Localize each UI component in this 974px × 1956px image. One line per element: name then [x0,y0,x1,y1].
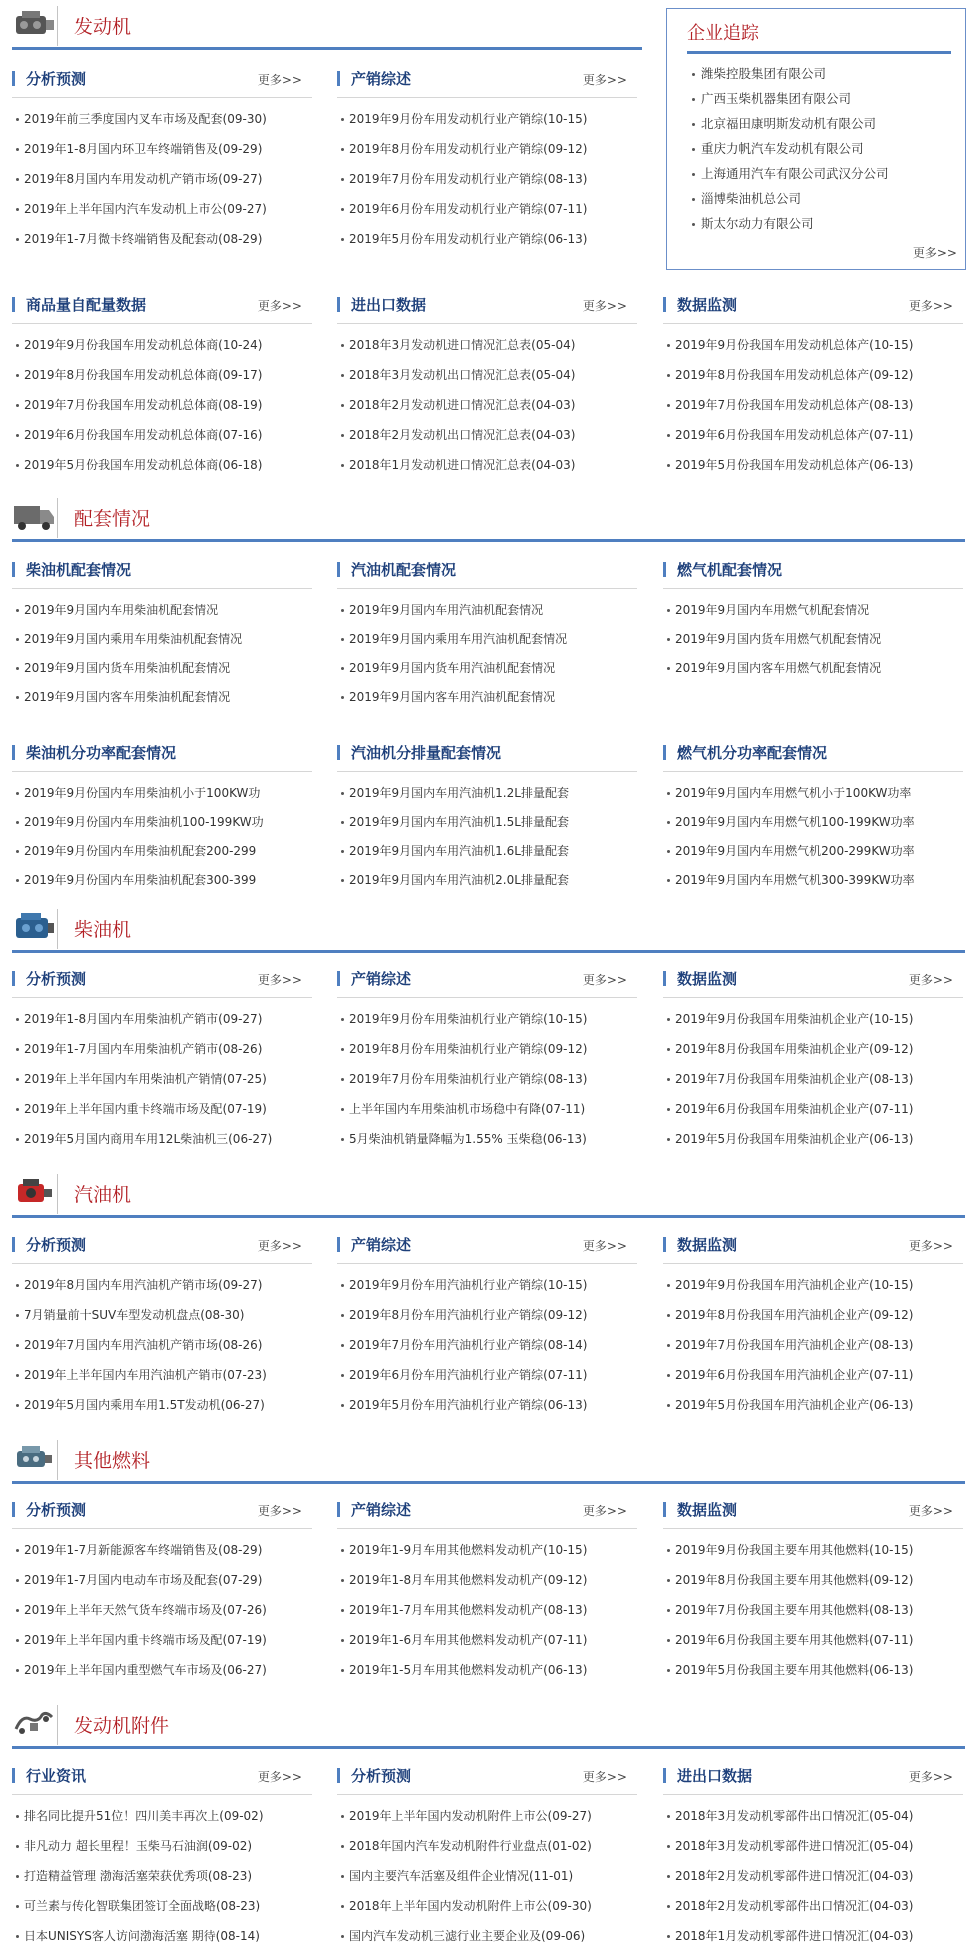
more-link[interactable]: 更多>> [912,246,957,260]
news-item[interactable]: 2018年2月发动机零部件出口情况汇(04-03) [663,1894,963,1924]
news-item[interactable]: 2019年8月份我国车用柴油机企业产(09-12) [663,1037,963,1067]
news-item[interactable]: 2019年6月份我国车用发动机总体产(07-11) [663,423,963,453]
news-list [337,98,637,257]
header-bar [663,1502,666,1517]
news-item[interactable]: 2019年1-7月新能源客车终端销售及(08-29) [12,1538,312,1568]
news-item[interactable]: 2019年6月份车用汽油机行业产销综(07-11) [337,1363,637,1393]
block-title[interactable]: 汽油机配套情况 [351,561,457,579]
block-header [12,288,312,324]
news-list [337,772,637,897]
company-item[interactable]: 潍柴控股集团有限公司 [691,64,889,89]
section-title-engine: 发动机 [74,16,132,38]
more-link[interactable]: 更多>> [257,1239,302,1253]
block-header [12,1493,312,1529]
news-item[interactable]: 2019年上半年国内重型燃气车市场及(06-27) [12,1658,312,1688]
news-item[interactable]: 5月柴油机销量降幅为1.55% 玉柴稳(06-13) [337,1127,637,1157]
parts-news-block [12,1759,312,1954]
diesel-monitor-block [663,962,963,1157]
news-item[interactable]: 2019年5月份我国车用发动机总体产(06-13) [663,453,963,483]
news-list [337,1264,637,1423]
news-item[interactable]: 2019年7月份我国主要车用其他燃料(08-13) [663,1598,963,1628]
news-item[interactable]: 国内主要汽车活塞及组件企业情况(11-01) [337,1864,637,1894]
news-item[interactable]: 非凡动力 超长里程！玉柴马石油润(09-02) [12,1834,312,1864]
more-link[interactable]: 更多>> [908,1770,953,1784]
gasoline-monitor-block [663,1228,963,1423]
news-item[interactable]: 2019年上半年国内重卡终端市场及配(07-19) [12,1097,312,1127]
header-bar [337,562,340,577]
block-header [337,1228,637,1264]
section-header-diesel [12,907,965,953]
news-item[interactable]: 可兰素与传化智联集团签订全面战略(08-23) [12,1894,312,1924]
header-bar [337,971,340,986]
news-item[interactable]: 2018年国内汽车发动机附件行业盘点(01-02) [337,1834,637,1864]
engine-monitor-block [663,288,963,483]
supply-gasoline-displacement-block [337,736,637,897]
news-item[interactable]: 2019年8月份车用发动机行业产销综(09-12) [337,137,637,167]
news-item[interactable]: 2019年9月份国内车用柴油机小于100KW功 [12,781,312,810]
block-title[interactable]: 产销综述 [351,70,412,88]
engine-import-export-block [337,288,637,483]
news-item[interactable]: 2019年9月国内客车用汽油机配套情况 [337,685,637,714]
block-title[interactable]: 产销综述 [351,970,412,988]
header-bar [12,297,15,312]
block-title[interactable]: 数据监测 [677,1501,738,1519]
news-item[interactable]: 2019年8月份车用汽油机行业产销综(09-12) [337,1303,637,1333]
engine-analysis-block [12,62,312,257]
block-title[interactable]: 进出口数据 [677,1767,753,1785]
news-item[interactable]: 2019年5月份我国车用发动机总体商(06-18) [12,453,312,483]
block-title[interactable]: 分析预测 [26,1501,87,1519]
news-item[interactable]: 2019年上半年天然气货车终端市场及(07-26) [12,1598,312,1628]
news-item[interactable]: 2019年6月份我国车用柴油机企业产(07-11) [663,1097,963,1127]
news-item[interactable]: 2019年7月份我国车用发动机总体产(08-13) [663,393,963,423]
other-fuel-engine-icon [12,1440,56,1476]
news-list [663,1529,963,1688]
news-item[interactable]: 2019年6月份我国主要车用其他燃料(07-11) [663,1628,963,1658]
news-item[interactable]: 2019年9月份车用柴油机行业产销综(10-15) [337,1007,637,1037]
news-item[interactable]: 2019年9月国内车用燃气机配套情况 [663,598,963,627]
header-bar [663,562,666,577]
news-list [663,772,963,897]
news-list [12,1529,312,1688]
news-item[interactable]: 2019年8月国内车用发动机产销市场(09-27) [12,167,312,197]
block-header [663,1493,963,1529]
parts-import-export-block [663,1759,963,1954]
news-item[interactable]: 2019年9月份我国主要车用其他燃料(10-15) [663,1538,963,1568]
section-title-supply: 配套情况 [74,508,151,530]
more-link[interactable]: 更多>> [582,1504,627,1518]
header-bar [663,297,666,312]
header-bar [337,1502,340,1517]
block-header [337,62,637,98]
news-list [337,1795,637,1954]
news-item[interactable]: 2019年5月份车用汽油机行业产销综(06-13) [337,1393,637,1423]
supply-gasoline-block [337,553,637,714]
section-title-gasoline: 汽油机 [74,1184,132,1206]
section-header-other-fuel [12,1438,965,1484]
more-link[interactable]: 更多>> [257,1504,302,1518]
news-item[interactable]: 2019年5月份我国主要车用其他燃料(06-13) [663,1658,963,1688]
header-bar [12,71,15,86]
news-list [663,589,963,685]
news-item[interactable]: 2019年前三季度国内叉车市场及配套(09-30) [12,107,312,137]
news-item[interactable]: 打造精益管理 渤海活塞荣获优秀项(08-23) [12,1864,312,1894]
gasoline-analysis-block [12,1228,312,1423]
news-list [12,1795,312,1954]
company-item[interactable]: 斯太尔动力有限公司 [691,214,889,239]
news-item[interactable]: 2019年9月份国内车用柴油机100-199KW功 [12,810,312,839]
news-item[interactable]: 2019年9月国内客车用燃气机配套情况 [663,656,963,685]
news-item[interactable]: 2019年5月份我国车用柴油机企业产(06-13) [663,1127,963,1157]
block-title[interactable]: 产销综述 [351,1501,412,1519]
news-item[interactable]: 2019年9月国内车用柴油机配套情况 [12,598,312,627]
company-list [691,64,889,239]
engine-parts-icon [12,1705,56,1741]
news-list [337,589,637,714]
block-header [663,288,963,324]
news-item[interactable]: 2018年1月发动机进口情况汇总表(04-03) [337,453,637,483]
news-list [12,1264,312,1423]
block-header [12,553,312,589]
news-item[interactable]: 2019年1-7月车用其他燃料发动机产(08-13) [337,1598,637,1628]
more-link[interactable]: 更多>> [908,1504,953,1518]
news-item[interactable]: 2019年上半年国内发动机附件上市公(09-27) [337,1804,637,1834]
header-bar [12,562,15,577]
engine-production-block [337,62,637,257]
company-item[interactable]: 淄博柴油机总公司 [691,189,889,214]
news-item[interactable]: 2019年9月国内货车用柴油机配套情况 [12,656,312,685]
news-item[interactable]: 2019年9月份车用汽油机行业产销综(10-15) [337,1273,637,1303]
news-list [337,1529,637,1688]
more-link[interactable]: 更多>> [582,973,627,987]
news-item[interactable]: 2019年5月份车用发动机行业产销综(06-13) [337,227,637,257]
company-tracking-box [666,8,966,270]
company-item[interactable]: 上海通用汽车有限公司武汉分公司 [691,164,889,189]
block-header [12,1759,312,1795]
news-item[interactable]: 2019年1-7月国内电动车市场及配套(07-29) [12,1568,312,1598]
supply-gas-block [663,553,963,685]
more-link[interactable]: 更多>> [582,299,627,313]
block-header [337,1493,637,1529]
news-item[interactable]: 排名同比提升51位！四川美丰再次上(09-02) [12,1804,312,1834]
news-item[interactable]: 2019年9月份我国车用发动机总体产(10-15) [663,333,963,363]
news-item[interactable]: 上半年国内车用柴油机市场稳中有降(07-11) [337,1097,637,1127]
news-item[interactable]: 2019年5月国内乘用车用1.5T发动机(06-27) [12,1393,312,1423]
more-link[interactable]: 更多>> [257,73,302,87]
parts-analysis-block [337,1759,637,1954]
company-tracking-title: 企业追踪 [687,23,759,44]
section-title-diesel: 柴油机 [74,919,132,941]
supply-diesel-power-block [12,736,312,897]
news-list [12,589,312,714]
other-monitor-block [663,1493,963,1688]
company-item[interactable]: 重庆力帆汽车发动机有限公司 [691,139,889,164]
block-title[interactable]: 燃气机分功率配套情况 [677,744,828,762]
engine-own-supply-block [12,288,312,483]
header-bar [663,1768,666,1783]
other-production-block [337,1493,637,1688]
block-title[interactable]: 分析预测 [351,1767,412,1785]
news-list [337,998,637,1157]
news-item[interactable]: 国内汽车发动机三滤行业主要企业及(09-06) [337,1924,637,1954]
news-list [12,324,312,483]
block-header [337,553,637,589]
block-header [12,62,312,98]
news-item[interactable]: 2019年9月国内乘用车用柴油机配套情况 [12,627,312,656]
block-header [663,962,963,998]
news-item[interactable]: 2019年9月份我国车用汽油机企业产(10-15) [663,1273,963,1303]
diesel-analysis-block [12,962,312,1157]
news-item[interactable]: 2019年7月份车用柴油机行业产销综(08-13) [337,1067,637,1097]
news-item[interactable]: 2019年9月份我国车用发动机总体商(10-24) [12,333,312,363]
news-item[interactable]: 2019年9月份国内车用柴油机配套200-299 [12,839,312,868]
news-item[interactable]: 2019年6月份车用发动机行业产销综(07-11) [337,197,637,227]
news-list [337,324,637,483]
block-title[interactable]: 柴油机分功率配套情况 [26,744,177,762]
block-title[interactable]: 数据监测 [677,970,738,988]
divider [687,51,951,54]
block-title[interactable]: 分析预测 [26,1236,87,1254]
news-item[interactable]: 2019年1-5月车用其他燃料发动机产(06-13) [337,1658,637,1688]
block-header [12,1228,312,1264]
news-item[interactable]: 2019年9月国内客车用柴油机配套情况 [12,685,312,714]
news-item[interactable]: 2019年1-6月车用其他燃料发动机产(07-11) [337,1628,637,1658]
news-item[interactable]: 2019年5月国内商用车用12L柴油机三(06-27) [12,1127,312,1157]
block-title[interactable]: 分析预测 [26,970,87,988]
news-item[interactable]: 2019年1-8月车用其他燃料发动机产(09-12) [337,1568,637,1598]
block-title[interactable]: 汽油机分排量配套情况 [351,744,502,762]
more-link[interactable]: 更多>> [582,73,627,87]
block-header [337,962,637,998]
block-title[interactable]: 数据监测 [677,1236,738,1254]
block-title[interactable]: 产销综述 [351,1236,412,1254]
truck-icon [12,498,56,534]
news-item[interactable]: 2018年3月发动机进口情况汇总表(05-04) [337,333,637,363]
header-bar [663,971,666,986]
more-link[interactable]: 更多>> [257,1770,302,1784]
news-item[interactable]: 2019年9月国内车用燃气机100-199KW功率 [663,810,963,839]
news-item[interactable]: 2019年1-9月车用其他燃料发动机产(10-15) [337,1538,637,1568]
header-bar [12,1768,15,1783]
news-item[interactable]: 2019年6月份我国车用发动机总体商(07-16) [12,423,312,453]
block-header [663,1228,963,1264]
gasoline-production-block [337,1228,637,1423]
news-item[interactable]: 2019年8月国内车用汽油机产销市场(09-27) [12,1273,312,1303]
header-bar [337,745,340,760]
news-item[interactable]: 2019年8月份我国车用发动机总体产(09-12) [663,363,963,393]
section-header-gasoline [12,1172,965,1218]
block-header [663,1759,963,1795]
news-item[interactable]: 2019年7月国内车用汽油机产销市场(08-26) [12,1333,312,1363]
news-item[interactable]: 2019年1-7月微卡终端销售及配套动(08-29) [12,227,312,257]
block-title[interactable]: 进出口数据 [351,296,427,314]
news-list [663,998,963,1157]
news-item[interactable]: 2018年1月发动机零部件进口情况汇(04-03) [663,1924,963,1954]
news-item[interactable]: 2019年7月份车用汽油机行业产销综(08-14) [337,1333,637,1363]
section-header-engine [12,4,642,50]
section-header-engine-parts [12,1703,965,1749]
more-link[interactable]: 更多>> [908,299,953,313]
block-header [12,962,312,998]
news-item[interactable]: 2019年5月份我国车用汽油机企业产(06-13) [663,1393,963,1423]
company-item[interactable]: 广西玉柴机器集团有限公司 [691,89,889,114]
block-title[interactable]: 燃气机配套情况 [677,561,783,579]
section-header-supply [12,496,965,542]
news-item[interactable]: 2019年上半年国内重卡终端市场及配(07-19) [12,1628,312,1658]
news-list [12,98,312,257]
block-title[interactable]: 数据监测 [677,296,738,314]
news-item[interactable]: 2019年上半年国内车用柴油机产销情(07-25) [12,1067,312,1097]
news-item[interactable]: 2018年2月发动机进口情况汇总表(04-03) [337,393,637,423]
news-item[interactable]: 2019年9月国内车用燃气机200-299KW功率 [663,839,963,868]
block-header [337,1759,637,1795]
news-item[interactable]: 2019年9月国内乘用车用汽油机配套情况 [337,627,637,656]
news-item[interactable]: 2019年7月份我国车用发动机总体商(08-19) [12,393,312,423]
news-list [12,998,312,1157]
news-item[interactable]: 2019年9月国内货车用汽油机配套情况 [337,656,637,685]
news-item[interactable]: 2019年8月份我国车用发动机总体商(09-17) [12,363,312,393]
block-title[interactable]: 行业资讯 [26,1767,87,1785]
news-list [663,324,963,483]
news-item[interactable]: 2019年1-7月国内车用柴油机产销市(08-26) [12,1037,312,1067]
more-link[interactable]: 更多>> [257,973,302,987]
more-link[interactable]: 更多>> [257,299,302,313]
news-item[interactable]: 2019年9月国内车用燃气机300-399KW功率 [663,868,963,897]
engine-icon [12,6,56,42]
more-link[interactable]: 更多>> [582,1239,627,1253]
news-item[interactable]: 2019年9月份车用发动机行业产销综(10-15) [337,107,637,137]
block-title[interactable]: 商品量自配量数据 [26,296,147,314]
block-header [337,288,637,324]
news-item[interactable]: 2019年1-8月国内车用柴油机产销市(09-27) [12,1007,312,1037]
news-item[interactable]: 2019年8月份我国主要车用其他燃料(09-12) [663,1568,963,1598]
block-header [663,553,963,589]
header-bar [12,1237,15,1252]
news-item[interactable]: 2019年9月国内车用汽油机2.0L排量配套 [337,868,637,897]
news-item[interactable]: 2019年9月份我国车用柴油机企业产(10-15) [663,1007,963,1037]
diesel-engine-icon [12,909,56,945]
news-item[interactable]: 2019年7月份车用发动机行业产销综(08-13) [337,167,637,197]
news-item[interactable]: 2018年上半年国内发动机附件上市公(09-30) [337,1894,637,1924]
news-item[interactable]: 2019年8月份车用柴油机行业产销综(09-12) [337,1037,637,1067]
news-item[interactable]: 2019年9月国内车用燃气机小于100KW功率 [663,781,963,810]
block-header [663,736,963,772]
news-item[interactable]: 2019年1-8月国内环卫车终端销售及(09-29) [12,137,312,167]
section-title-other-fuel: 其他燃料 [74,1450,151,1472]
news-list [663,1264,963,1423]
header-bar [337,1768,340,1783]
header-bar [12,971,15,986]
more-link[interactable]: 更多>> [582,1770,627,1784]
news-item[interactable]: 2018年3月发动机零部件出口情况汇(05-04) [663,1804,963,1834]
header-bar [337,1237,340,1252]
news-item[interactable]: 2018年2月发动机出口情况汇总表(04-03) [337,423,637,453]
block-header [12,736,312,772]
news-list [663,1795,963,1954]
news-item[interactable]: 2018年3月发动机出口情况汇总表(05-04) [337,363,637,393]
header-bar [337,297,340,312]
news-item[interactable]: 2019年9月国内车用汽油机配套情况 [337,598,637,627]
header-bar [663,745,666,760]
news-list [12,772,312,897]
header-bar [12,1502,15,1517]
news-item[interactable]: 2019年9月国内车用汽油机1.5L排量配套 [337,810,637,839]
news-item[interactable]: 2019年8月份我国车用汽油机企业产(09-12) [663,1303,963,1333]
supply-diesel-block [12,553,312,714]
supply-gas-power-block [663,736,963,897]
news-item[interactable]: 日本UNISYS客人访问渤海活塞 期待(08-14) [12,1924,312,1954]
news-item[interactable]: 2019年上半年国内车用汽油机产销市(07-23) [12,1363,312,1393]
other-analysis-block [12,1493,312,1688]
section-title-engine-parts: 发动机附件 [74,1715,170,1737]
news-item[interactable]: 2019年上半年国内汽车发动机上市公(09-27) [12,197,312,227]
more-link[interactable]: 更多>> [908,1239,953,1253]
news-item[interactable]: 2019年9月国内车用汽油机1.6L排量配套 [337,839,637,868]
block-title[interactable]: 分析预测 [26,70,87,88]
news-item[interactable]: 2019年9月国内货车用燃气机配套情况 [663,627,963,656]
block-header [337,736,637,772]
news-item[interactable]: 2019年9月份国内车用柴油机配套300-399 [12,868,312,897]
header-bar [337,71,340,86]
block-title[interactable]: 柴油机配套情况 [26,561,132,579]
more-link[interactable]: 更多>> [908,973,953,987]
gasoline-engine-icon [12,1174,56,1210]
diesel-production-block [337,962,637,1157]
news-item[interactable]: 2018年3月发动机零部件进口情况汇(05-04) [663,1834,963,1864]
news-item[interactable]: 2019年9月国内车用汽油机1.2L排量配套 [337,781,637,810]
news-item[interactable]: 2019年7月份我国车用汽油机企业产(08-13) [663,1333,963,1363]
header-bar [663,1237,666,1252]
news-item[interactable]: 2019年7月份我国车用柴油机企业产(08-13) [663,1067,963,1097]
company-item[interactable]: 北京福田康明斯发动机有限公司 [691,114,889,139]
header-bar [12,745,15,760]
news-item[interactable]: 7月销量前十SUV车型发动机盘点(08-30) [12,1303,312,1333]
news-item[interactable]: 2018年2月发动机零部件进口情况汇(04-03) [663,1864,963,1894]
news-item[interactable]: 2019年6月份我国车用汽油机企业产(07-11) [663,1363,963,1393]
